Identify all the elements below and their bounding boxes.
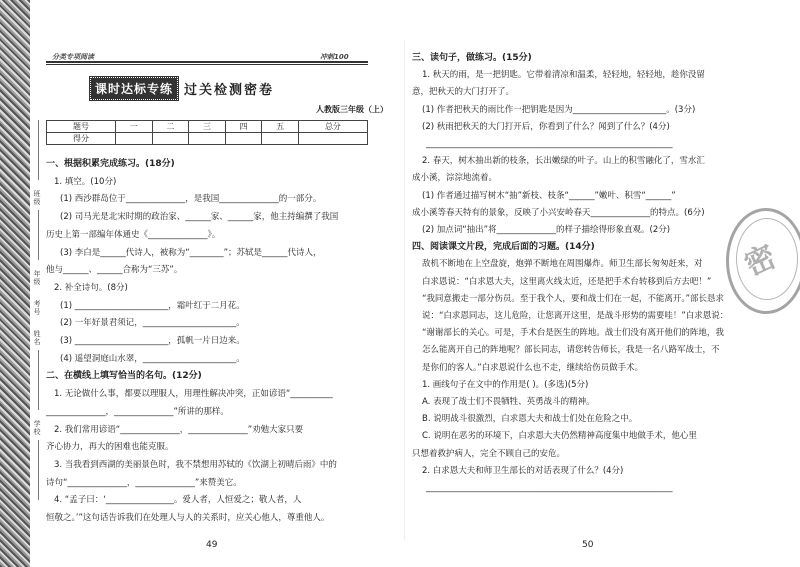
question-line: __________________________________________________________ xyxy=(426,483,673,493)
question-line: 3. 当我看到西湖的美丽景色时，我不禁想用苏轼的《饮湖上初晴后雨》中的 xyxy=(54,459,337,470)
score-cell[interactable] xyxy=(225,133,262,145)
question-line: (2) 加点词“抽出”将______________的样子描绘得形象直观。(2分) xyxy=(422,225,671,235)
series-label: 分类专项阅读 xyxy=(52,53,94,61)
badge-label: 冲刺100 xyxy=(320,53,349,61)
question-line: 成小溪等春天特有的景象，反映了小兴安岭春天______________的特点。(6分) xyxy=(412,207,705,218)
title-deco: 课时达标专练 xyxy=(90,77,178,100)
question-line: (2) 一年好景君须记，______________________。 xyxy=(60,318,245,329)
question-line: 2. 我们常用谚语“______________，______________”劝勉大家只要 xyxy=(54,424,304,435)
margin-class-label: 班级 xyxy=(33,190,41,206)
score-cell[interactable] xyxy=(298,133,367,145)
section-heading: 四、阅读课文片段，完成后面的习题。(14分) xyxy=(412,242,595,253)
question-line: 成小溪，淙淙地流着。 xyxy=(412,173,498,184)
question-line: 怎么能离开自己的阵地呢？部长同志，请您转告师长，我是一名八路军战士，不 xyxy=(422,345,720,356)
question-line: (4) 遥望洞庭山水翠，______________________。 xyxy=(60,353,245,364)
question-line: (1) 作者通过描写树木“抽”新枝、枝条“______”嫩叶、积雪“______” xyxy=(422,190,676,201)
question-line: (1) 作者把秋天的雨比作一把钥匙是因为______________________。(3分) xyxy=(422,104,696,115)
section-heading: 二、在横线上填写恰当的名句。(12分) xyxy=(46,371,202,382)
question-line: “我同意搬走一部分伤员。至于我个人，要和战士们在一起，不能离开。”部长恳求 xyxy=(422,293,725,304)
page-number-right: 50 xyxy=(582,540,594,550)
score-header-cell: 二 xyxy=(152,121,189,133)
question-line: C. 说明在恶劣的环境下，白求恩大夫仍然精神高度集中地做手术，他心里 xyxy=(422,431,697,442)
question-line: __________________________________________________________ xyxy=(426,139,673,149)
question-line: (1) 西沙群岛位于______________，是我国______________的一部分。 xyxy=(60,194,322,205)
score-cell[interactable] xyxy=(116,133,153,145)
margin-name-label: 姓名 xyxy=(33,330,41,346)
question-line: 1. 画线句子在文中的作用是( )。(多选)(5分) xyxy=(422,379,589,390)
exam-title xyxy=(90,78,274,98)
seal-char: 密 xyxy=(739,238,782,284)
margin-seat-label: 考号 xyxy=(33,300,41,316)
score-cell[interactable] xyxy=(152,133,189,145)
binding-strip xyxy=(0,0,30,567)
question-line: “谢谢部长的关心。可是，手术台是医生的阵地。战士们没有离开他们的阵地，我 xyxy=(422,328,724,339)
question-line: B. 说明战斗很激烈，白求恩大夫和战士们处在危险之中。 xyxy=(422,414,638,425)
edition-label: 人教版三年级（上） xyxy=(316,105,388,114)
margin-info xyxy=(30,0,44,567)
score-table xyxy=(46,120,368,145)
question-line: (3) 李白是______代诗人，被称为“________”；苏轼是______代诗人， xyxy=(60,247,322,258)
question-line: (2) 秋雨把秋天的大门打开后，你看到了什么？闻到了什么？(4分) xyxy=(422,121,670,132)
question-line: 2. 补全诗句。(8分) xyxy=(54,282,128,293)
question-line: A. 表现了战士们不畏牺牲、英勇战斗的精神。 xyxy=(422,397,595,407)
question-line: 只想着救护病人，完全不顾自己的安危。 xyxy=(412,448,566,459)
title-text: 过关检测密卷 xyxy=(184,82,275,98)
question-line: 说：“白求恩同志，这儿危险，让您离开这里，是战斗形势的需要哇！”白求恩说： xyxy=(422,311,729,321)
score-header-cell: 题号 xyxy=(47,121,116,133)
question-line: 齐心协力，再大的困难也能克服。 xyxy=(46,442,174,453)
score-header-cell: 总分 xyxy=(298,121,367,133)
question-line: 意，把秋天的大门打开了。 xyxy=(412,87,515,98)
margin-grade-label: 年级 xyxy=(33,270,41,286)
question-line: ______________，______________”所讲的那样。 xyxy=(46,406,229,417)
score-cell[interactable] xyxy=(262,133,299,145)
score-cell[interactable] xyxy=(189,133,226,145)
question-line: (2) 司马光是北宋时期的政治家、______家、______家，他主持编撰了我国 xyxy=(60,212,339,223)
left-page xyxy=(46,0,394,567)
score-header-cell: 一 xyxy=(116,121,153,133)
score-row-label: 得分 xyxy=(47,133,116,145)
question-line: 恒敬之。’”这句话告诉我们在处理人与人的关系时，应关心他人，尊重他人。 xyxy=(46,513,330,523)
question-line: 1. 无论做什么事，都要以理服人，用理性解决冲突，正如谚语“__________ xyxy=(54,389,333,400)
question-line: 白求恩说：“白求恩大夫，这里离火线太近，还是把手术台转移到后方去吧！” xyxy=(422,276,712,287)
score-header-cell: 三 xyxy=(189,121,226,133)
margin-school-label: 学校 xyxy=(33,420,41,436)
question-line: 1. 秋天的雨，是一把钥匙。它带着清凉和温柔，轻轻地，轻轻地，趁你没留 xyxy=(422,70,705,81)
section-heading: 三、读句子，做练习。(15分) xyxy=(412,53,532,63)
question-line: 1. 填空。(10分) xyxy=(54,176,117,187)
score-header-cell: 四 xyxy=(225,121,262,133)
question-line: 诗句“______________，______________”来赞美它。 xyxy=(46,477,242,488)
question-line: 2. 春天，树木抽出新的枝条，长出嫩绿的叶子。山上的积雪融化了，雪水汇 xyxy=(422,156,705,167)
question-line: 是你们的客人。”白求恩说什么也不走，继续给伤员做手术。 xyxy=(422,362,644,373)
question-line: 2. 白求恩大夫和师卫生部长的对话表现了什么？(4分) xyxy=(422,465,624,476)
question-line: (3) ______________________，孤帆一片日边来。 xyxy=(60,336,245,346)
page-number-left: 49 xyxy=(206,540,218,550)
question-line: (1) ______________________，霜叶红于二月花。 xyxy=(60,300,245,311)
question-line: 他与______、______合称为“三苏”。 xyxy=(46,265,183,276)
question-line: 敌机不断地在上空盘旋，炮弹不断地在周围爆炸。师卫生部长匆匆赶来，对 xyxy=(422,259,703,270)
question-line: 历史上第一部编年体通史《______________》。 xyxy=(46,229,221,240)
question-line: 4. “孟子曰：‘________________。爱人者，人恒爱之；敬人者，人 xyxy=(54,495,302,506)
score-header-cell: 五 xyxy=(262,121,299,133)
section-heading: 一、根据积累完成练习。(18分) xyxy=(46,159,175,169)
